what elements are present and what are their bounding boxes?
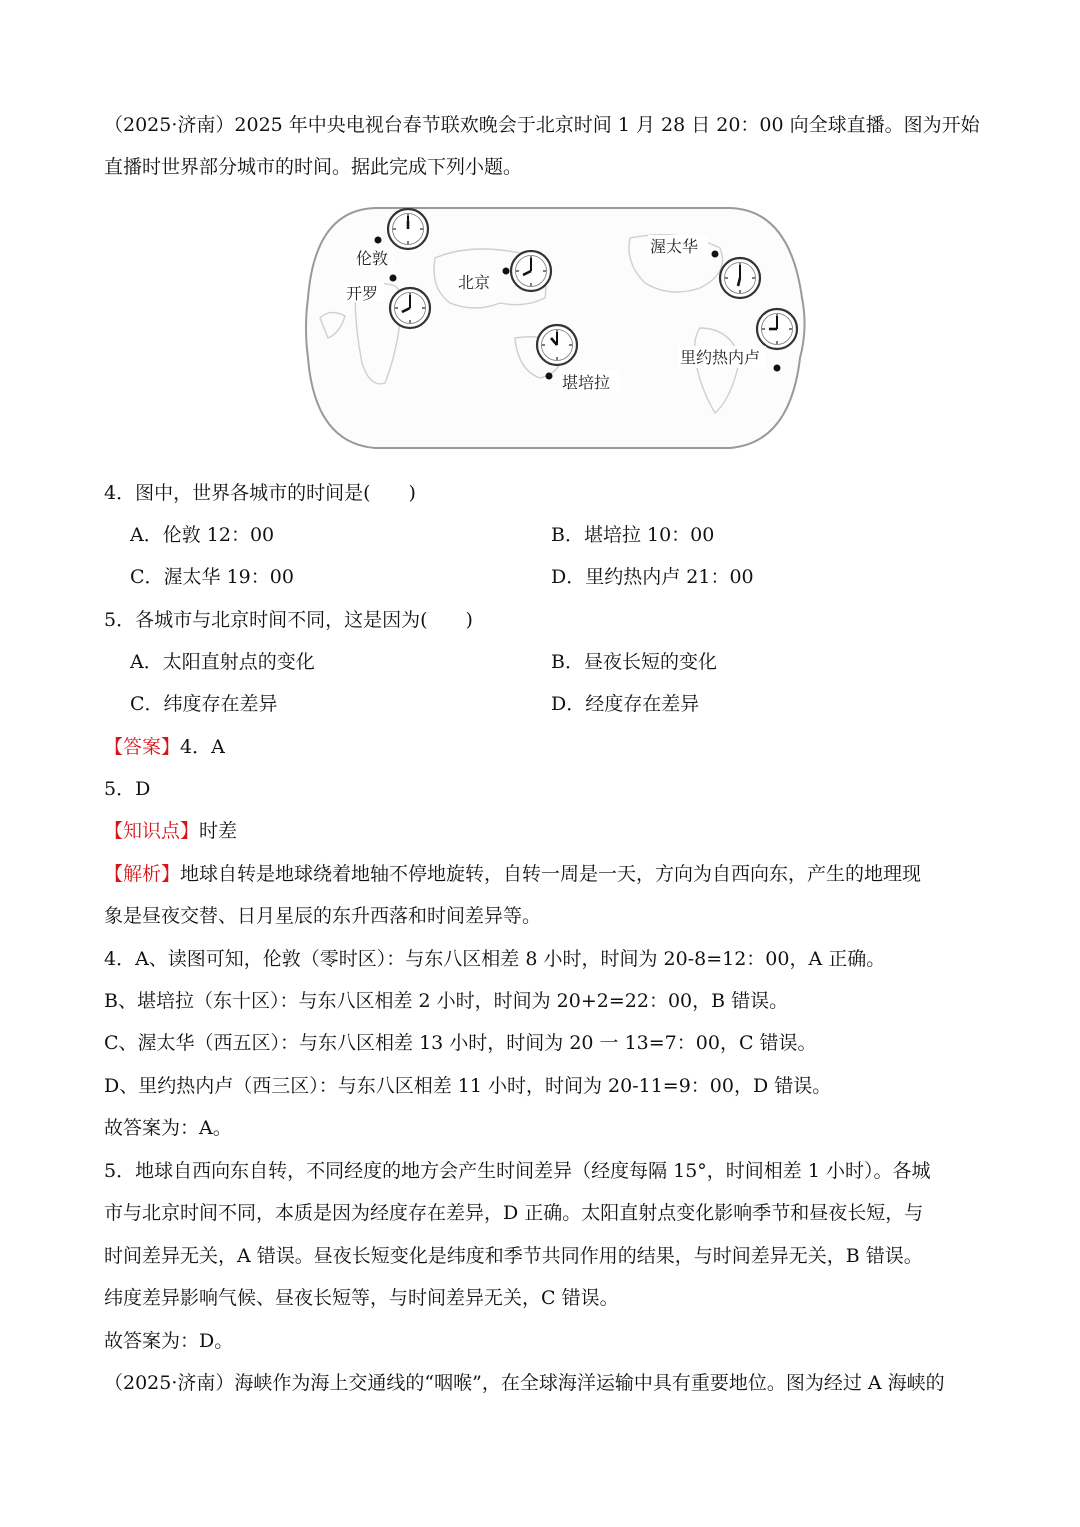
answer-5: 5．D bbox=[104, 778, 151, 800]
canberra-label: 堪培拉 bbox=[562, 373, 611, 392]
analysis-line-11: 纬度差异影响气候、昼夜长短等，与时间差异无关，C 错误。 bbox=[104, 1287, 619, 1309]
cairo-label: 开罗 bbox=[346, 284, 379, 303]
analysis-line-6: D、里约热内卢（西三区）：与东八区相差 11 小时，时间为 20-11=9：00，D 错误。 bbox=[104, 1075, 832, 1097]
q4-option-a: A．伦敦 12：00 bbox=[130, 524, 275, 546]
q4-option-d: D．里约热内卢 21：00 bbox=[551, 566, 754, 588]
knowledge-tag: 【知识点】 bbox=[104, 820, 200, 842]
q4-option-b: B．堪培拉 10：00 bbox=[551, 524, 715, 546]
analysis-line-12: 故答案为：D。 bbox=[104, 1330, 234, 1352]
q5-stem: 5．各城市与北京时间不同，这是因为( ) bbox=[104, 609, 473, 631]
q5-option-d: D．经度存在差异 bbox=[551, 693, 700, 715]
q5-option-b: B．昼夜长短的变化 bbox=[551, 651, 717, 673]
london-dot bbox=[375, 237, 382, 244]
analysis-line-1: 地球自转是地球绕着地轴不停地旋转，自转一周是一天，方向为自西向东，产生的地理现 bbox=[180, 863, 922, 885]
analysis-line-5: C、渥太华（西五区）：与东八区相差 13 小时，时间为 20 一 13=7：00，C 错误。 bbox=[104, 1032, 817, 1054]
q4-stem: 4．图中，世界各城市的时间是( ) bbox=[104, 482, 416, 504]
answer-4: 4．A bbox=[180, 736, 225, 758]
analysis-line-9: 市与北京时间不同，本质是因为经度存在差异，D 正确。太阳直射点变化影响季节和昼夜长短，与 bbox=[104, 1202, 924, 1224]
analysis-line-2: 象是昼夜交替、日月星辰的东升西落和时间差异等。 bbox=[104, 905, 542, 927]
answer-row bbox=[104, 734, 225, 760]
analysis-row bbox=[104, 861, 921, 887]
rio-dot bbox=[774, 365, 781, 372]
q5-option-c: C．纬度存在差异 bbox=[130, 693, 278, 715]
canberra-dot bbox=[546, 373, 553, 380]
knowledge-text: 时差 bbox=[199, 820, 238, 842]
intro-line-2: 直播时世界部分城市的时间。据此完成下列小题。 bbox=[104, 156, 523, 178]
ottawa-label: 渥太华 bbox=[650, 237, 699, 256]
q4-option-c: C．渥太华 19：00 bbox=[130, 566, 294, 588]
next-question-intro: （2025·济南）海峡作为海上交通线的“咽喉”，在全球海洋运输中具有重要地位。图为经过 A 海峡的 bbox=[104, 1372, 945, 1394]
analysis-line-7: 故答案为：A。 bbox=[104, 1117, 232, 1139]
analysis-line-3: 4．A、读图可知，伦敦（零时区）：与东八区相差 8 小时，时间为 20-8=12：00，A 正确。 bbox=[104, 948, 886, 970]
analysis-line-8: 5．地球自西向东自转，不同经度的地方会产生时间差异（经度每隔 15°，时间相差 1 小时）。各城 bbox=[104, 1160, 931, 1182]
q5-option-a: A．太阳直射点的变化 bbox=[130, 651, 315, 673]
rio-label: 里约热内卢 bbox=[680, 348, 761, 367]
answer-tag: 【答案】 bbox=[104, 736, 181, 758]
cairo-dot bbox=[390, 275, 397, 282]
analysis-tag: 【解析】 bbox=[104, 863, 181, 885]
ottawa-dot bbox=[712, 251, 719, 258]
intro-line-1: （2025·济南）2025 年中央电视台春节联欢晚会于北京时间 1 月 28 日 20：00 向全球直播。图为开始 bbox=[104, 114, 980, 136]
analysis-line-4: B、堪培拉（东十区）：与东八区相差 2 小时，时间为 20+2=22：00，B 错误。 bbox=[104, 990, 789, 1012]
beijing-label: 北京 bbox=[458, 273, 491, 292]
beijing-dot bbox=[503, 268, 510, 275]
knowledge-row bbox=[104, 818, 237, 844]
analysis-line-10: 时间差异无关，A 错误。昼夜长短变化是纬度和季节共同作用的结果，与时间差异无关，B 错误。 bbox=[104, 1245, 923, 1267]
world-time-map bbox=[300, 198, 810, 460]
london-label: 伦敦 bbox=[356, 249, 389, 268]
